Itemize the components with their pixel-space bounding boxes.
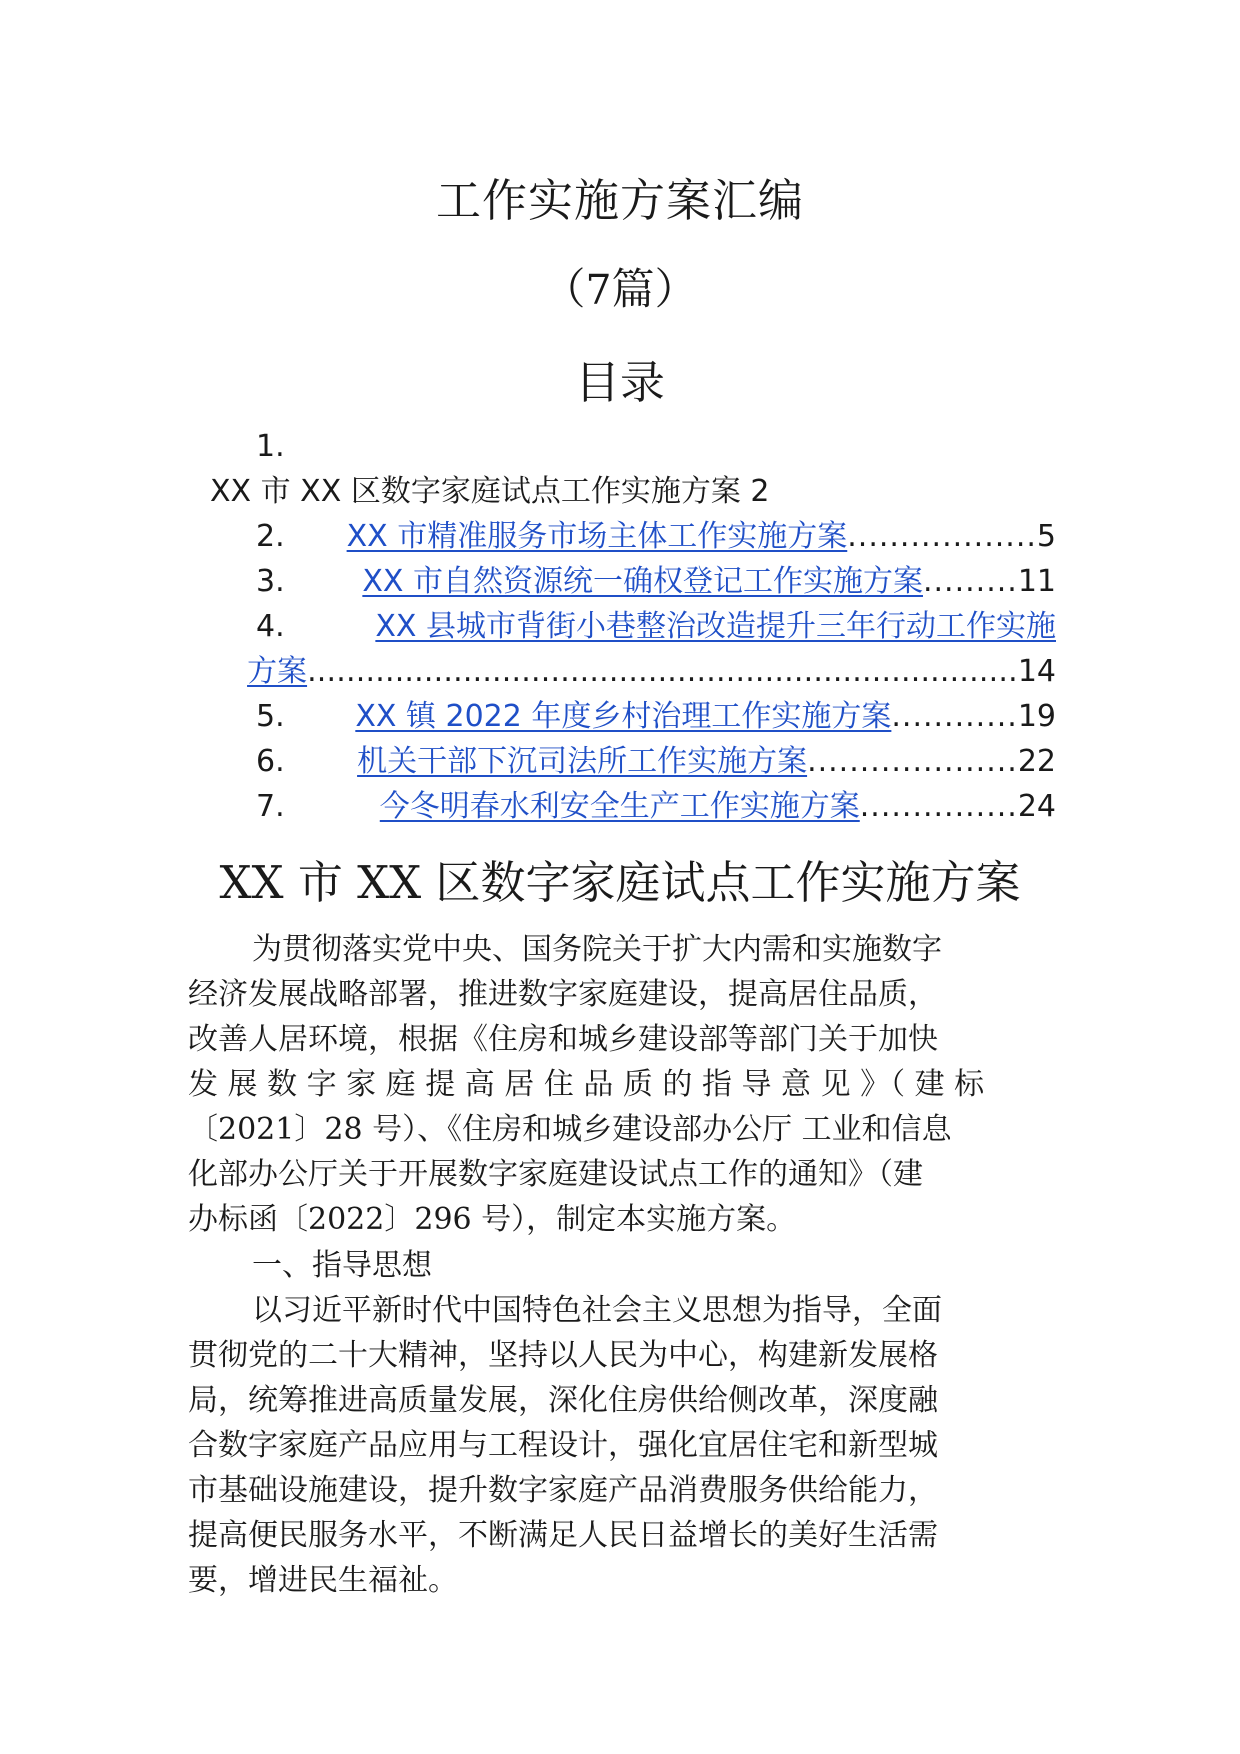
toc-index: 4. [256, 609, 285, 644]
toc-link-2[interactable]: XX 市精准服务市场主体工作实施方案 [346, 519, 848, 554]
toc-page-number: 22 [1017, 744, 1056, 779]
section-title-city: 市 [283, 856, 358, 909]
para-line: 要，增进民生福祉。 [188, 1563, 458, 1598]
bracket: 〔 [188, 1112, 218, 1147]
toc-entry-line [288, 605, 1056, 649]
para-line: 合数字家庭产品应用与工程设计，强化宜居住宅和新型城 [188, 1428, 938, 1463]
doc-number: 296 [414, 1202, 472, 1237]
toc-row-4[interactable] [188, 605, 1056, 649]
toc-entry-line [288, 560, 1056, 604]
para-line: 市基础设施建设，提升数字家庭产品消费服务供给能力， [188, 1473, 938, 1508]
toc-link-5[interactable]: XX 镇 2022 年度乡村治理工作实施方案 [355, 699, 892, 734]
intro-paragraph [188, 927, 1056, 1242]
intro-text: 号），制定本实施方案。 [471, 1202, 797, 1237]
toc-row-7[interactable] [188, 785, 1056, 829]
intro-line [188, 1197, 1056, 1242]
section-title-xx2: XX [357, 856, 422, 909]
toc-link-7[interactable]: 今冬明春水利安全生产工作实施方案 [379, 789, 860, 824]
toc-index: 6. [256, 744, 285, 779]
section-title [0, 853, 1240, 913]
bracket: 〕 [294, 1112, 325, 1147]
toc-row-1 [188, 425, 1056, 469]
intro-line: 发 展 数 字 家 庭 提 高 居 住 品 质 的 指 导 意 见 》（ 建 标 [188, 1067, 985, 1102]
count-open: （ [542, 265, 586, 315]
guiding-paragraph [188, 1288, 1056, 1603]
intro-line: 经济发展战略部署，推进数字家庭建设，提高居住品质， [188, 977, 938, 1012]
toc-page-number: 11 [1017, 564, 1056, 599]
toc-entry-1-text: XX 市 XX 区数字家庭试点工作实施方案 2 [210, 474, 770, 509]
toc-page-number: 5 [1036, 519, 1056, 554]
toc-row-5[interactable] [188, 695, 1056, 739]
section-title-xx: XX [219, 856, 284, 909]
toc-dots: .................. [847, 519, 1037, 554]
toc-link-6[interactable]: 机关干部下沉司法所工作实施方案 [357, 744, 808, 779]
toc-dots: ......................................................................... [307, 654, 1018, 689]
doc-year: 2022 [308, 1202, 385, 1237]
toc-index: 5. [256, 699, 285, 734]
heading-guiding-ideology: 一、指导思想 [252, 1248, 432, 1283]
toc-row-2[interactable] [188, 515, 1056, 559]
intro-line: 化部办公厅关于开展数字家庭建设试点工作的通知》（建 [188, 1157, 923, 1192]
toc-dots: .................... [807, 744, 1018, 779]
count-close: 篇） [611, 265, 698, 315]
intro-text: 办标函〔 [188, 1202, 308, 1237]
doc-number: 28 [324, 1112, 363, 1147]
toc-link-4[interactable]: XX 县城市背街小巷整治改造提升三年行动工作实施 [375, 609, 1056, 644]
toc-dots: ............... [859, 789, 1018, 824]
section-title-rest: 区数字家庭试点工作实施方案 [421, 856, 1021, 909]
toc-dots: ......... [922, 564, 1018, 599]
para-line: 贯彻党的二十大精神，坚持以人民为中心，构建新发展格 [188, 1338, 938, 1373]
toc-link-3[interactable]: XX 市自然资源统一确权登记工作实施方案 [362, 564, 923, 599]
para-line: 以习近平新时代中国特色社会主义思想为指导，全面 [252, 1293, 942, 1328]
toc-heading: 目录 [574, 356, 665, 409]
para-line: 提高便民服务水平，不断满足人民日益增长的美好生活需 [188, 1518, 938, 1553]
toc-page-number: 24 [1017, 789, 1056, 824]
document-title: 工作实施方案汇编 [435, 174, 804, 227]
toc-index: 3. [256, 564, 285, 599]
toc-row-6[interactable] [188, 740, 1056, 784]
intro-text: 号）、《住房和城乡建设部办公厅 工业和信息 [362, 1112, 952, 1147]
toc-page-number: 19 [1017, 699, 1056, 734]
toc-entry-line [188, 650, 1056, 694]
intro-line [188, 1107, 1056, 1152]
toc-index: 1. [256, 429, 285, 464]
doc-year: 2021 [218, 1112, 295, 1147]
intro-line: 为贯彻落实党中央、国务院关于扩大内需和实施数字 [252, 932, 942, 967]
toc-entry-line [288, 740, 1056, 784]
bracket: 〕 [384, 1202, 415, 1237]
toc-entry-line [288, 515, 1056, 559]
toc-entry-line [288, 785, 1056, 829]
count-number: 7 [585, 266, 612, 314]
toc-row-3[interactable] [188, 560, 1056, 604]
toc-entry-line [288, 695, 1056, 739]
intro-line: 改善人居环境，根据《住房和城乡建设部等部门关于加快 [188, 1022, 938, 1057]
toc-row-4-cont[interactable] [188, 650, 1056, 694]
para-line: 局，统筹推进高质量发展，深化住房供给侧改革，深度融 [188, 1383, 938, 1418]
toc-link-4-cont[interactable]: 方案 [247, 654, 308, 689]
document-count [0, 262, 1240, 318]
toc-index: 7. [256, 789, 285, 824]
toc-dots: ............ [891, 699, 1018, 734]
toc-page-number: 14 [1017, 654, 1056, 689]
toc-index: 2. [256, 519, 285, 554]
